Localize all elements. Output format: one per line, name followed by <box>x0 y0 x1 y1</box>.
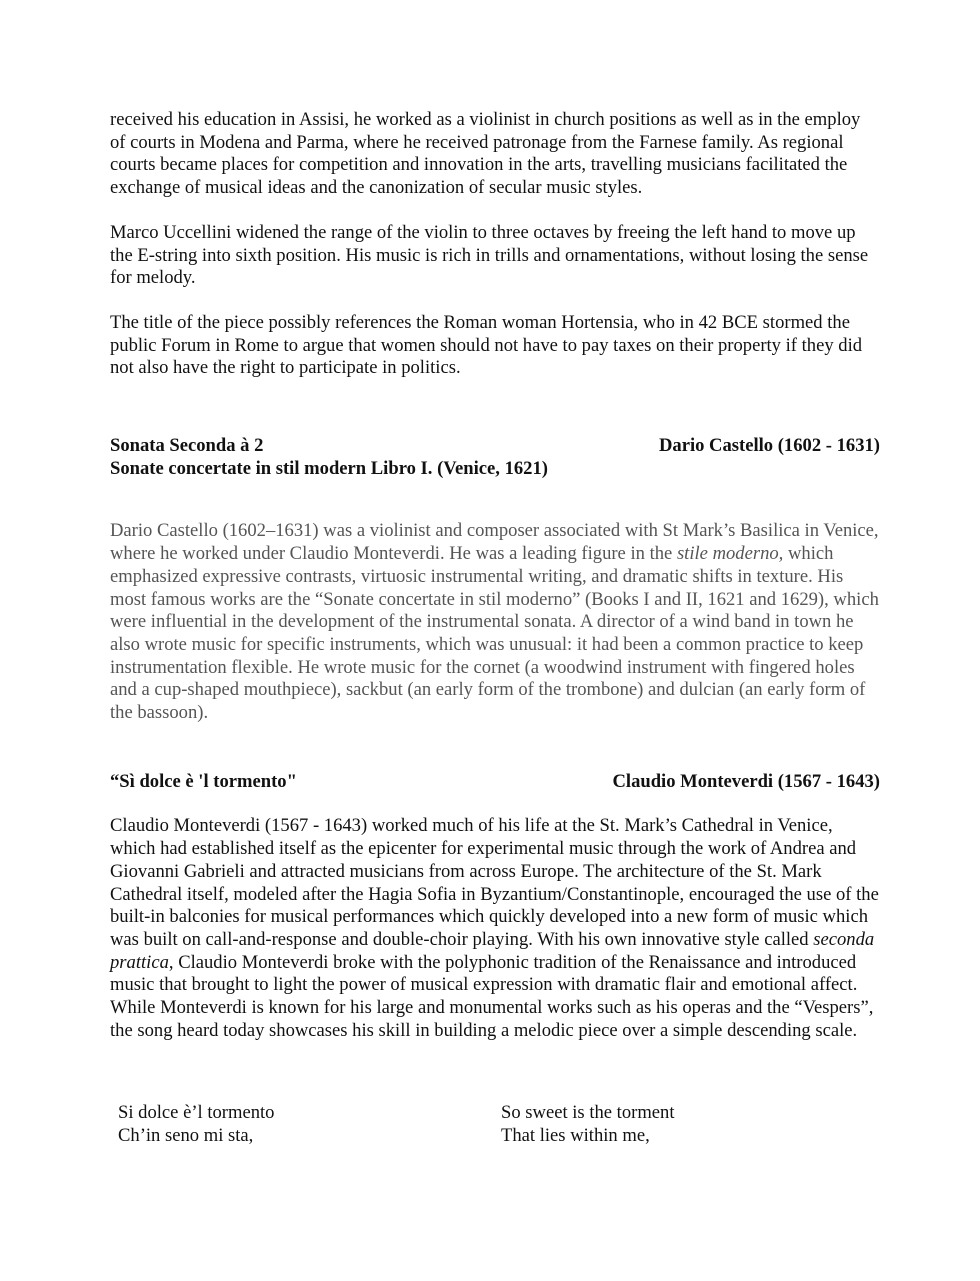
page-content <box>110 109 880 1043</box>
monteverdi-piece-title: “Sì dolce è 'l tormento" <box>110 770 297 792</box>
uccellini-paragraph-1: received his education in Assisi, he worked as a violinist in church positions as well as in the employ of courts in Modena and Parma, where he received patronage from the Farnese family. As regional courts became places for competition and innovation in the arts, travelling musicians facilitated the exchange of musical ideas and the canonization of secular music styles. <box>110 109 861 199</box>
lyric-translation-line: That lies within me, <box>501 1124 650 1146</box>
lyrics-english <box>501 1102 675 1147</box>
castello-paragraph: Dario Castello (1602–1631) was a violinist and composer associated with St Mark’s Basilica in Venice, where he worked under Claudio Monteverdi. He was a leading figure in the stile moderno, which emphasized expressive contrasts, virtuosic instrumental writing, and dramatic shifts in texture. His most famous works are the “Sonate concertate in stil moderno” (Books I and II, 1621 and 1629), which were influential in the development of the instrumental sonata. A director of a wind band in town he also wrote music for specific instruments, which was unusual: it had been a common practice to keep instrumentation flexible. He wrote music for the cornet (a woodwind instrument with fingered holes and a cup-shaped mouthpiece), sackbut (an early form of the trombone) and dulcian (an early form of the bassoon). <box>110 520 879 724</box>
uccellini-paragraph-2: Marco Uccellini widened the range of the violin to three octaves by freeing the left hand to move up the E-string into sixth position. His music is rich in trills and ornamentations, without losing the sense for melody. <box>110 221 869 289</box>
castello-heading <box>110 435 880 480</box>
lyric-line: Si dolce è’l tormento <box>118 1102 275 1123</box>
monteverdi-composer: Claudio Monteverdi (1567 - 1643) <box>612 770 880 792</box>
monteverdi-heading <box>110 771 880 794</box>
castello-composer: Dario Castello (1602 - 1631) <box>658 435 880 457</box>
castello-piece-title: Sonata Seconda à 2 <box>110 435 264 457</box>
uccellini-paragraph-3: The title of the piece possibly references the Roman woman Hortensia, who in 42 BCE stormed the public Forum in Rome to argue that women should not have to pay taxes on their property if they did not also have the right to participate in politics. <box>110 311 863 379</box>
lyric-translation-line: So sweet is the torment <box>501 1102 675 1123</box>
lyric-line: Ch’in seno mi sta, <box>118 1124 254 1146</box>
monteverdi-paragraph: Claudio Monteverdi (1567 - 1643) worked much of his life at the St. Mark’s Cathedral in Venice, which had established itself as the epicenter for experimental music through the work of Andrea and Giovanni Gabrieli and attracted musicians from across Europe. The architecture of the St. Mark Cathedral itself, modeled after the Hagia Sofia in Byzantium/Constantinople, encouraged the use of the built-in balconies for musical performances which quickly developed into a new form of music which was built on call-and-response and double-choir playing. With his own innovative style called seconda prattica, Claudio Monteverdi broke with the polyphonic tradition of the Renaissance and introduced music that brought to light the power of musical expression with dramatic flair and emotional affect. While Monteverdi is known for his large and monumental works such as his operas and the “Vespers”, the song heard today showcases his skill in building a melodic piece over a simple descending scale. <box>110 815 879 1041</box>
lyrics-table <box>118 1102 878 1147</box>
castello-collection: Sonate concertate in stil modern Libro I. (Venice, 1621) <box>110 457 548 479</box>
lyrics-italian <box>118 1102 501 1147</box>
